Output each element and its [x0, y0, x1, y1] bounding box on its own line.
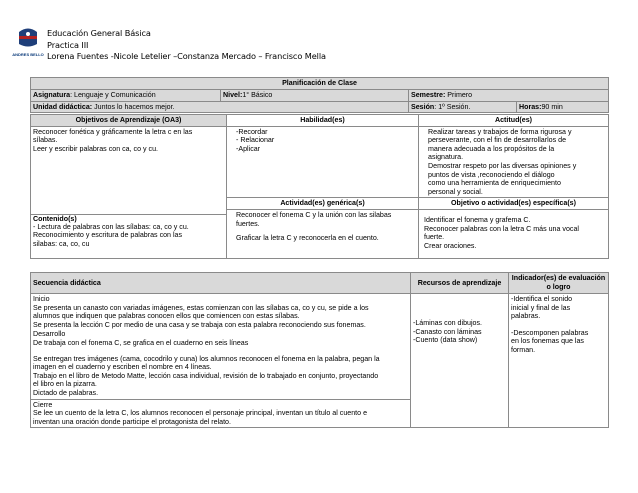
desarrollo-line: Trabajo en el libro de Metodo Matte, lección casa individual, revisión de lo trabajado en conjunto, proyectando [33, 371, 379, 380]
actividad-generica-line: Graficar la letra C y reconocerla en el cuento. [236, 234, 379, 243]
actividad-generica-line: fuertes. [236, 219, 260, 228]
indicador-line: -Identifica el sonido [511, 295, 573, 303]
semestre-cell [409, 90, 609, 102]
actitudes-body [419, 126, 609, 198]
inicio-line: Inicio [33, 295, 50, 303]
oa-body [31, 126, 227, 258]
document-header [10, 22, 630, 64]
indicador-line: inicial y final de las [511, 303, 571, 312]
contenido-line: Reconocimiento y escritura de palabras con las [33, 231, 183, 240]
sequence-table [30, 272, 609, 428]
indicador-line: forman. [511, 345, 536, 354]
actitud-line: manera adecuada a los propósitos de la [428, 144, 555, 153]
recurso-line: -Cuento (data show) [413, 336, 478, 345]
habilidades-header: Habilidad(es) [227, 115, 419, 127]
habilidad-line: -Aplicar [236, 144, 261, 153]
actitud-line: Demostrar respeto por las diversas opiniones y [428, 161, 577, 170]
habilidades-body [227, 126, 419, 198]
program-name: Educación General Básica [47, 28, 151, 38]
actividad-generica-body [227, 209, 419, 258]
plan-title: Planificación de Clase [31, 78, 609, 90]
objetivo-especifico-body [419, 209, 609, 258]
desarrollo-line: imagen en el cuaderno y escriben el nombre en 4 líneas. [33, 363, 212, 372]
unidad-cell [31, 101, 409, 113]
contenido-line: - Lectura de palabras con las sílabas: ca, co y cu. [33, 222, 189, 231]
indicador-line: -Descomponen palabras [511, 328, 589, 337]
unidad-value: Juntos lo hacemos mejor. [92, 102, 175, 111]
oa-line: Leer y escribir palabras con ca, co y cu. [33, 144, 158, 153]
recurso-line: -Láminas con dibujos. [413, 319, 483, 327]
inicio-line: Se presenta la lección C por medio de una casa y se trabaja con esta palabra reconociendo sus fonemas. [33, 320, 366, 329]
horas-cell [517, 101, 609, 113]
actitud-line: asignatura. [428, 153, 464, 162]
indicador-line: palabras. [511, 312, 541, 321]
contenido-header: Contenido(s) [31, 214, 226, 224]
authors: Lorena Fuentes -Nicole Letelier –Constanza Mercado – Francisco Mella [47, 51, 326, 61]
indicador-header: Indicador(es) de evaluación o logro [509, 273, 609, 294]
inicio-section [31, 294, 410, 330]
nivel-cell [221, 90, 409, 102]
sesion-label: Sesión [411, 102, 435, 111]
actitud-line: Realizar tareas y trabajos de forma rigurosa y [428, 127, 572, 136]
actitud-line: puntos de vista ,reconociendo el diálogo [428, 170, 555, 179]
oa-line: sílabas. [33, 136, 58, 145]
objetivo-especifico-header: Objetivo o actividad(es) específica(s) [419, 198, 609, 210]
sequence-header: Secuencia didáctica [31, 273, 411, 294]
actitud-line: perseverante, con el fin de desarrollarlos de [428, 136, 567, 145]
header-lines [47, 28, 326, 63]
habilidad-line: -Recordar [236, 127, 268, 136]
recursos-body [411, 294, 509, 428]
contenido-line: silabas: ca, co, cu [33, 239, 90, 248]
desarrollo-line: De trabaja con el fonema C, se grafica en el cuaderno en seis líneas [33, 338, 249, 347]
plan-table [30, 77, 609, 113]
oa-line: Reconocer fonética y gráficamente la letra c en las [33, 127, 193, 136]
contenido-body [33, 223, 224, 249]
sesion-value: : 1º Sesión. [434, 102, 471, 111]
semestre-label: Semestre: [411, 91, 446, 99]
asignatura-label: Asignatura [33, 91, 71, 99]
unidad-label: Unidad didáctica: [33, 102, 93, 111]
nivel-value: 1° Básico [242, 91, 273, 99]
objectives-table [30, 114, 609, 259]
actitud-line: personal y social. [428, 187, 483, 196]
desarrollo-line: Desarrollo [33, 330, 66, 339]
cierre-line: Cierre [33, 400, 53, 409]
sequence-body [31, 294, 411, 428]
desarrollo-line: el libro en la pizarra. [33, 380, 97, 389]
desarrollo-line: Se entregan tres imágenes (cama, cocodrilo y cuna) los alumnos reconocen el fonema en la palabra, pegan la [33, 354, 380, 363]
desarrollo-line [33, 348, 408, 355]
horas-label: Horas: [519, 102, 542, 111]
sesion-cell [409, 101, 517, 113]
indicador-body [509, 294, 609, 428]
inicio-line: alumnos que indiquen que palabras conocen ellos que comiencen con estas sílabas. [33, 312, 300, 321]
indicador-line: en los fonemas que las [511, 337, 584, 346]
cierre-section [31, 399, 410, 428]
actividad-generica-line: Reconocer el fonema C y la unión con las silabas [236, 210, 392, 219]
objetivo-especifico-line: Identificar el fonema y grafema C. [424, 215, 531, 224]
habilidad-line: - Relacionar [236, 136, 275, 145]
nivel-label: Nivel: [223, 91, 243, 99]
actitud-line: como una herramienta de enriquecimiento [428, 179, 561, 188]
university-logo [10, 22, 46, 58]
desarrollo-line: Dictado de palabras. [33, 388, 99, 397]
course-name: Practica III [47, 39, 89, 50]
objetivo-especifico-line: Crear oraciones. [424, 241, 477, 250]
indicador-line [511, 321, 606, 329]
cierre-line: inventan una oración donde participe el protagonista del relato. [33, 417, 231, 426]
logo-text: ANDRES BELLO [12, 52, 44, 57]
asignatura-cell [31, 90, 221, 102]
horas-value: 90 min [541, 102, 563, 111]
recurso-line: -Canasto con láminas [413, 327, 482, 336]
asignatura-value: : Lenguaje y Comunicación [70, 91, 156, 99]
oa-header: Objetivos de Aprendizaje (OA3) [31, 115, 227, 127]
desarrollo-section [31, 330, 410, 398]
objetivo-especifico-line: fuerte. [424, 233, 445, 242]
actitudes-header: Actitud(es) [419, 115, 609, 127]
recursos-header: Recursos de aprendizaje [411, 273, 509, 294]
actividad-generica-header: Actividad(es) genérica(s) [227, 198, 419, 210]
inicio-line: Se presenta un canasto con variadas imágenes, estas comienzan con las sílabas ca, co y cu, se pide a los [33, 303, 369, 312]
objetivo-especifico-line: Reconocer palabras con la letra C más una vocal [424, 224, 579, 233]
cierre-line: Se lee un cuento de la letra C, los alumnos reconocen el personaje principal, inventan un título al cuento e [33, 409, 368, 418]
semestre-value: Primero [445, 91, 473, 99]
